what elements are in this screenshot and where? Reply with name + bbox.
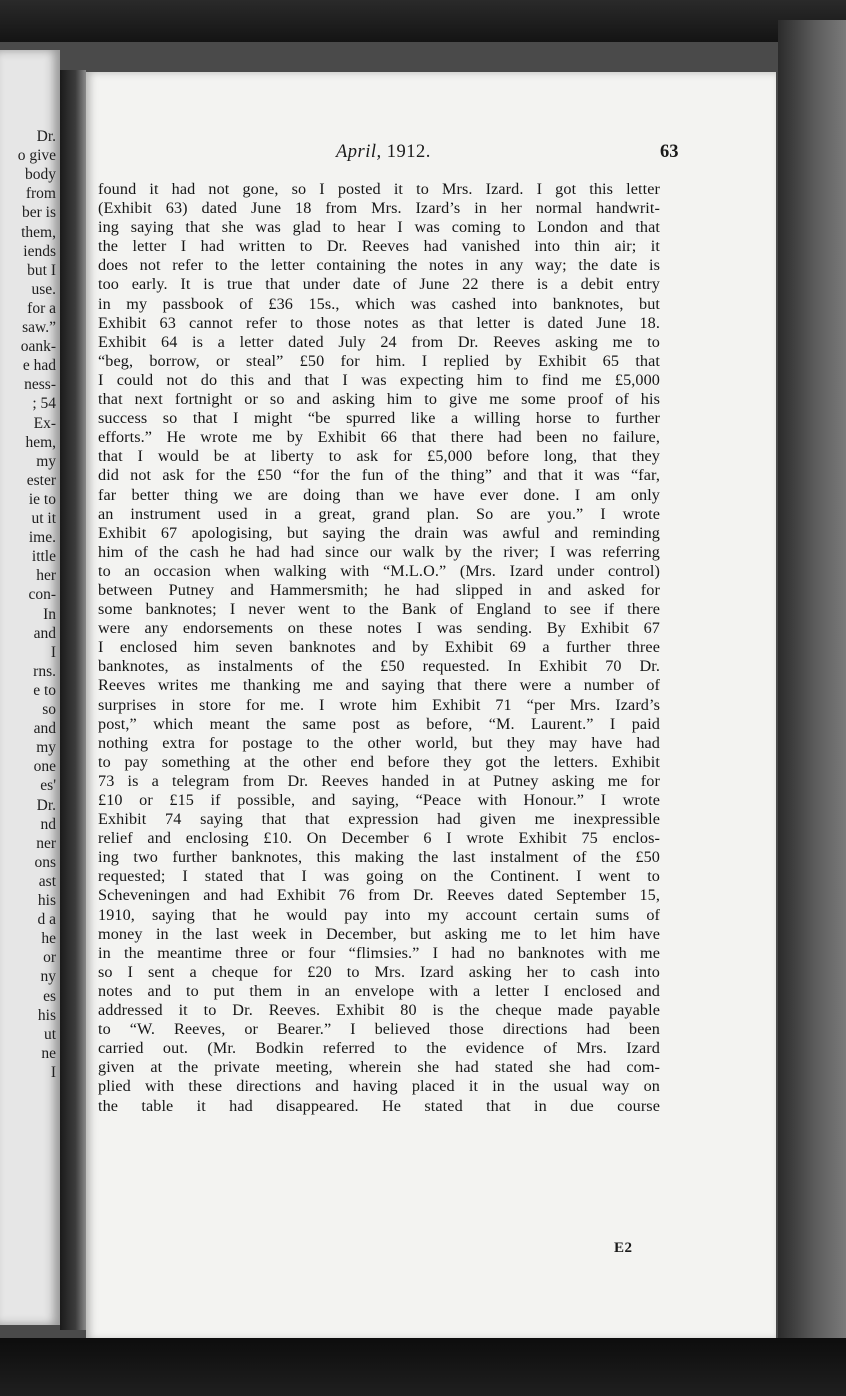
- facing-page-text-fragment: ber is: [21, 204, 56, 222]
- page-number: 63: [660, 142, 679, 162]
- facing-page-text-fragment: oank-: [20, 338, 56, 356]
- text-line: the letter I had written to Dr. Reeves had vanished into thin air; it: [98, 237, 660, 256]
- running-title-year: 1912.: [386, 142, 431, 162]
- facing-page-text-fragment: con-: [28, 586, 56, 604]
- facing-page-text-fragment: Dr.: [36, 796, 56, 814]
- text-line: requested; I stated that I was going on the Continent. I went to: [98, 867, 660, 886]
- facing-page-text-fragment: I: [50, 643, 56, 661]
- facing-page-text-fragment: from: [25, 185, 56, 203]
- text-line: that next fortnight or so and asking him to give me some proof of his: [98, 390, 660, 409]
- scan-top-border: [0, 0, 846, 42]
- facing-page-text-fragment: ut it: [31, 510, 56, 527]
- text-line: too early. It is true that under date of June 22 there is a debit entry: [98, 275, 660, 294]
- facing-page-text-fragment: o give: [17, 147, 56, 165]
- facing-page-text-fragment: for a: [27, 299, 56, 317]
- text-line: in my passbook of £36 15s., which was cashed into banknotes, but: [98, 294, 660, 313]
- book-page: [86, 72, 776, 1340]
- facing-page-text-fragment: use.: [31, 280, 56, 298]
- text-line: an instrument used in a great, grand plan. So are you.” I wrote: [98, 504, 660, 523]
- facing-page-text-fragment: he: [41, 930, 56, 948]
- text-line: does not refer to the letter containing the notes in any way; the date is: [98, 256, 660, 275]
- facing-page-text-fragment: but I: [27, 261, 56, 279]
- facing-page-text-fragment: hem,: [25, 433, 56, 451]
- scan-bottom-border: [0, 1338, 846, 1396]
- text-line: in the meantime three or four “flimsies.” I had no banknotes with me: [98, 943, 660, 962]
- facing-page-text-fragment: ie to: [28, 490, 56, 508]
- facing-page-text-fragment: his: [37, 1006, 56, 1024]
- book-gutter: [60, 70, 86, 1330]
- facing-page-text-fragment: ittle: [31, 548, 56, 566]
- text-line: efforts.” He wrote me by Exhibit 66 that there had been no failure,: [98, 428, 660, 447]
- facing-page-text-fragment: ness-: [24, 376, 56, 394]
- facing-page-text-fragment: Ex-: [33, 414, 56, 432]
- facing-page-text-fragment: my: [36, 739, 56, 757]
- text-line: Exhibit 63 cannot refer to those notes as that letter is dated June 18.: [98, 313, 660, 332]
- text-line: notes and to put them in an envelope with a letter I enclosed and: [98, 981, 660, 1000]
- text-line: so I sent a cheque for £20 to Mrs. Izard asking her to cash into: [98, 962, 660, 981]
- facing-page-text-fragment: or: [43, 949, 56, 967]
- facing-page-text-fragment: es: [43, 987, 56, 1005]
- text-line: £10 or £15 if possible, and saying, “Peace with Honour.” I wrote: [98, 791, 660, 809]
- scan-right-border: [778, 20, 846, 1350]
- text-line: that I would be at liberty to ask for £5,000 before long, that they: [98, 447, 660, 466]
- text-line: ing saying that she was glad to hear I was coming to London and that: [98, 218, 660, 237]
- signature-mark: E2: [614, 1240, 633, 1256]
- facing-page-text-fragment: ne: [41, 1044, 56, 1062]
- text-line: “beg, borrow, or steal” £50 for him. I replied by Exhibit 65 that: [98, 351, 660, 370]
- text-line: to an occasion when walking with “M.L.O.” (Mrs. Izard under control): [98, 561, 660, 580]
- text-line: Scheveningen and had Exhibit 76 from Dr. Reeves dated September 15,: [98, 886, 660, 905]
- text-line: far better thing we are doing than we have ever done. I am only: [98, 485, 660, 504]
- facing-page-text-fragment: iends: [23, 242, 56, 260]
- facing-page-text-fragment: rns.: [33, 662, 56, 680]
- text-line: him of the cash he had had since our walk by the river; I was referring: [98, 542, 660, 561]
- facing-page-text-fragment: them,: [21, 223, 56, 241]
- text-line: nothing extra for postage to the other world, but they may have had: [98, 733, 660, 752]
- text-line: to pay something at the other end before they got the letters. Exhibit: [98, 752, 660, 771]
- text-line: given at the private meeting, wherein she had stated she had com-: [98, 1058, 660, 1077]
- text-line: I enclosed him seven banknotes and by Exhibit 69 a further three: [98, 638, 660, 657]
- facing-page-text-fragment: my: [36, 452, 56, 470]
- text-line: success so that I might “be spurred like a willing horse to further: [98, 409, 660, 428]
- facing-page-text-fragment: es': [40, 777, 56, 795]
- facing-page-text-fragment: ut: [43, 1025, 56, 1043]
- text-line: plied with these directions and having placed it in the usual way on: [98, 1077, 660, 1096]
- facing-page-text-fragment: ner: [36, 834, 56, 852]
- facing-page-text-fragment: saw.”: [22, 319, 56, 336]
- text-line: 1910, saying that he would pay into my account certain sums of: [98, 905, 660, 924]
- facing-page-text-fragment: e to: [33, 681, 56, 699]
- facing-page-text-fragment: his: [37, 892, 56, 909]
- facing-page-text-fragment: body: [25, 166, 56, 184]
- text-line: carried out. (Mr. Bodkin referred to the evidence of Mrs. Izard: [98, 1039, 660, 1058]
- text-line: money in the last week in December, but asking me to let him have: [98, 924, 660, 943]
- text-line: found it had not gone, so I posted it to Mrs. Izard. I got this letter: [98, 180, 660, 198]
- text-line: surprises in store for me. I wrote him Exhibit 71 “per Mrs. Izard’s: [98, 695, 660, 714]
- text-line: between Putney and Hammersmith; he had slipped in and asked for: [98, 580, 660, 599]
- facing-page-text-fragment: I: [50, 1063, 56, 1081]
- facing-page-text-fragment: ons: [34, 853, 56, 871]
- text-line: relief and enclosing £10. On December 6 I wrote Exhibit 75 enclos-: [98, 829, 660, 848]
- body-text: [98, 180, 660, 1116]
- facing-page-text-fragment: ester: [26, 471, 56, 489]
- text-line: addressed it to Dr. Reeves. Exhibit 80 is the cheque made payable: [98, 1001, 660, 1020]
- facing-page-text-fragment: so: [42, 701, 56, 718]
- facing-page-text-fragment: one: [33, 758, 56, 776]
- running-title: [336, 142, 431, 163]
- text-line: some banknotes; I never went to the Bank of England to see if there: [98, 600, 660, 619]
- facing-page-text-fragment: e had: [22, 357, 56, 375]
- facing-page-text-fragment: d a: [37, 911, 56, 929]
- text-line: were any endorsements on these notes I was sending. By Exhibit 67: [98, 619, 660, 638]
- text-line: to “W. Reeves, or Bearer.” I believed those directions had been: [98, 1020, 660, 1039]
- text-line: 73 is a telegram from Dr. Reeves handed in at Putney asking me for: [98, 771, 660, 790]
- facing-page-text-fragment: ime.: [28, 529, 56, 547]
- text-line: post,” which meant the same post as before, “M. Laurent.” I paid: [98, 714, 660, 733]
- facing-page-text-fragment: ny: [40, 968, 56, 986]
- text-line: Exhibit 64 is a letter dated July 24 from Dr. Reeves asking me to: [98, 332, 660, 351]
- facing-page-text-fragment: In: [43, 605, 56, 623]
- facing-page-text-fragment: Dr.: [36, 128, 56, 145]
- facing-page-text-fragment: and: [33, 720, 56, 738]
- facing-page-text-fragment: nd: [40, 815, 56, 833]
- text-line: the table it had disappeared. He stated that in due course: [98, 1096, 660, 1115]
- facing-page-text-fragment: ; 54: [32, 395, 56, 413]
- text-line: did not ask for the £50 “for the fun of the thing” and that it was “far,: [98, 466, 660, 485]
- text-line: banknotes, as instalments of the £50 requested. In Exhibit 70 Dr.: [98, 657, 660, 676]
- facing-page-text-fragment: and: [33, 624, 56, 642]
- running-head: [86, 142, 776, 168]
- facing-page-text-fragment: ast: [38, 872, 56, 890]
- facing-page-text-fragment: her: [36, 567, 56, 585]
- text-line: ing two further banknotes, this making the last instalment of the £50: [98, 848, 660, 867]
- running-title-month: April,: [336, 142, 382, 162]
- text-line: Exhibit 67 apologising, but saying the drain was awful and reminding: [98, 523, 660, 542]
- text-line: I could not do this and that I was expecting him to find me £5,000: [98, 370, 660, 389]
- text-line: Exhibit 74 saying that that expression had given me inexpressible: [98, 810, 660, 829]
- text-line: (Exhibit 63) dated June 18 from Mrs. Izard’s in her normal handwrit-: [98, 199, 660, 218]
- facing-page-fragment: [0, 50, 60, 1325]
- text-line: Reeves writes me thanking me and saying that there were a number of: [98, 676, 660, 695]
